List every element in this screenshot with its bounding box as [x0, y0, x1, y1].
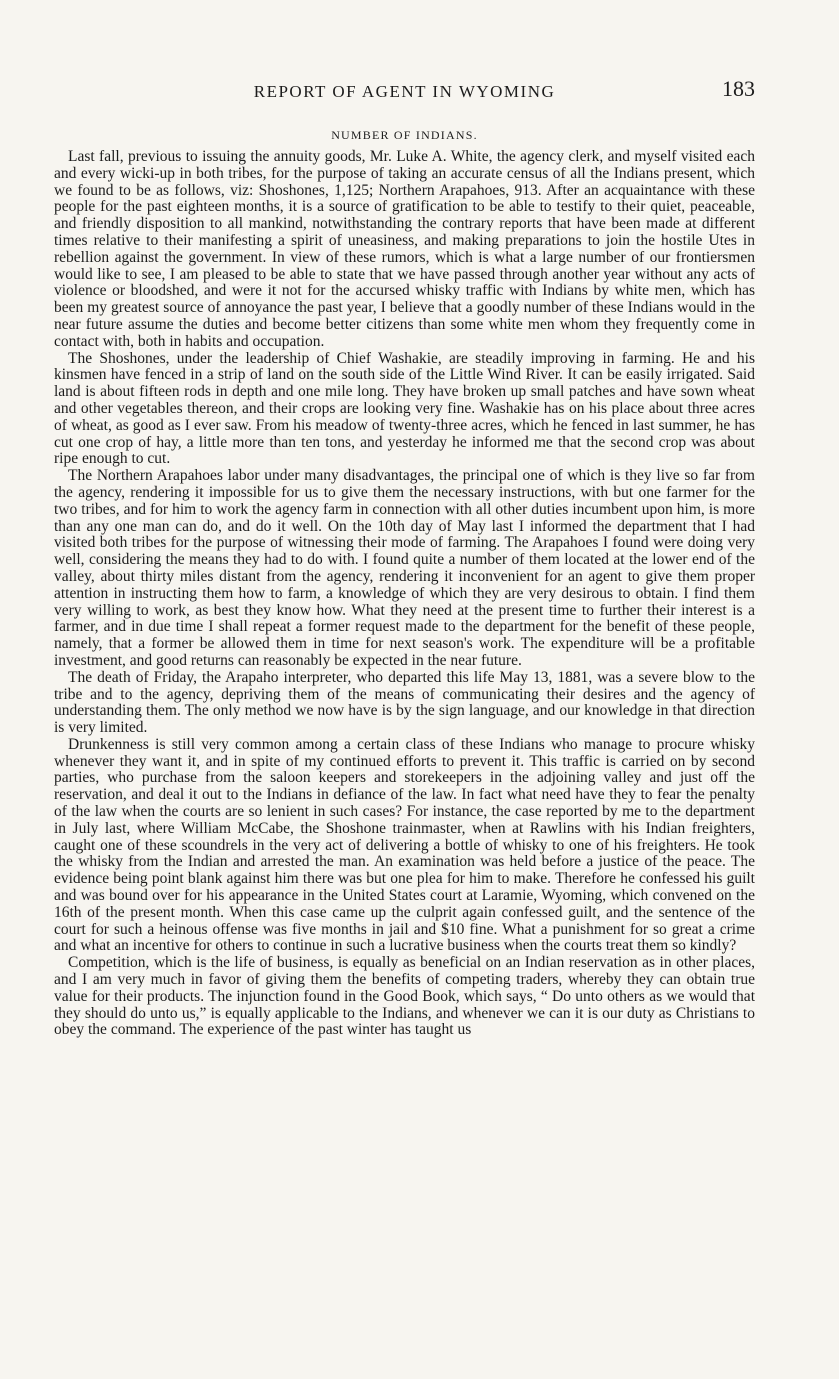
- running-head: [54, 72, 755, 116]
- paragraph-competition: Competition, which is the life of business, is equally as beneficial on an Indian reservation as in other places, and I am very much in favor of giving them the benefits of competing traders, whereby they can obtain true value for their products. The injunction found in the Good Book, which says, “ Do unto others as we would that they should do unto us,” is equally applicable to the Indians, and whenever we can it is our duty as Christians to obey the command. The experience of the past winter has taught us: [54, 954, 755, 1039]
- page-number: 183: [722, 76, 755, 101]
- paragraph-arapahoes: The Northern Arapahoes labor under many disadvantages, the principal one of which is they live so far from the agency, rendering it impossible for us to give them the necessary instructions, with but one farmer for the two tribes, and for him to work the agency farm in connection with all other duties incumbent upon him, is more than any one man can do, and do it well. On the 10th day of May last I informed the department that I had visited both tribes for the purpose of witnessing their mode of farming. The Arapahoes I found were doing very well, considering the means they had to do with. I found quite a number of them located at the lower end of the valley, about thirty miles distant from the agency, rendering it inconvenient for an agent to give them proper attention in instructing them how to farm, a knowledge of which they are very desirous to obtain. I find them very willing to work, as best they know how. What they need at the present time to further their interest is a farmer, and in due time I shall repeat a former request made to the department for the benefit of these people, namely, that a former be allowed them in time for next season's work. The expenditure will be a profitable investment, and good returns can reasonably be expected in the near future.: [54, 467, 755, 669]
- paragraph-shoshones: The Shoshones, under the leadership of Chief Washakie, are steadily improving in farming. He and his kinsmen have fenced in a strip of land on the south side of the Little Wind River. It can be easily irrigated. Said land is about fifteen rods in depth and one mile long. They have broken up small patches and have sown wheat and other vegetables thereon, and their crops are looking very fine. Washakie has on his place about three acres of wheat, as good as I ever saw. From his meadow of twenty-three acres, which he fenced in last summer, he has cut one crop of hay, a little more than ten tons, and yesterday he informed me that the second crop was about ripe enough to cut.: [54, 349, 755, 468]
- paragraph-drunkenness: Drunkenness is still very common among a certain class of these Indians who manage to procure whisky whenever they want it, and in spite of my continued efforts to prevent it. This traffic is carried on by second parties, who purchase from the saloon keepers and storekeepers in the adjoining valley and just off the reservation, and deal it out to the Indians in defiance of the law. In fact what need have they to fear the penalty of the law when the courts are so lenient in such cases? For instance, the case reported by me to the department in July last, where William McCabe, the Shoshone trainmaster, when at Rawlins with his Indian freighters, caught one of these scoundrels in the very act of delivering a bottle of whisky to one of his freighters. He took the whisky from the Indian and arrested the man. An examination was held before a justice of the peace. The evidence being point blank against him there was but one plea for him to make. Therefore he confessed his guilt and was bound over for his appearance in the United States court at Laramie, Wyoming, which convened on the 16th of the present month. When this case came up the culprit again confessed guilt, and the sentence of the court for such a heinous offense was five months in jail and $10 fine. What a punishment for so great a crime and what an incentive for others to continue in such a lucrative business when the courts treat them so kindly?: [54, 735, 755, 955]
- paragraph-census: Last fall, previous to issuing the annuity goods, Mr. Luke A. White, the agency clerk, and myself visited each and every wicki-up in both tribes, for the purpose of taking an accurate census of all the Indians present, which we found to be as follows, viz: Shoshones, 1,125; Northern Arapahoes, 913. After an acquaintance with these people for the past eighteen months, it is a source of gratification to be able to testify to their quiet, peaceable, and friendly disposition to all mankind, notwithstanding the contrary reports that have been made at different times relative to their manifesting a spirit of uneasiness, and making preparations to join the hostile Utes in rebellion against the government. In view of these rumors, which is what a large number of our frontiersmen would like to see, I am pleased to be able to state that we have passed through another year without any acts of violence or bloodshed, and were it not for the accursed whisky traffic with Indians by white men, which has been my greatest source of annoyance the past year, I believe that a goodly number of these Indians would in the near future assume the duties and become better citizens than some white men whom they frequently come in contact with, both in habits and occupation.: [54, 148, 755, 350]
- section-heading: NUMBER OF INDIANS.: [331, 128, 478, 142]
- body-text: [54, 149, 755, 1039]
- running-title: REPORT OF AGENT IN WYOMING: [253, 82, 556, 101]
- paragraph-interpreter: The death of Friday, the Arapaho interpreter, who departed this life May 13, 1881, was a severe blow to the tribe and to the agency, depriving them of the means of communicating their desires and the agency of understanding them. The only method we now have is by the sign language, and our knowledge in that direction is very limited.: [54, 668, 755, 737]
